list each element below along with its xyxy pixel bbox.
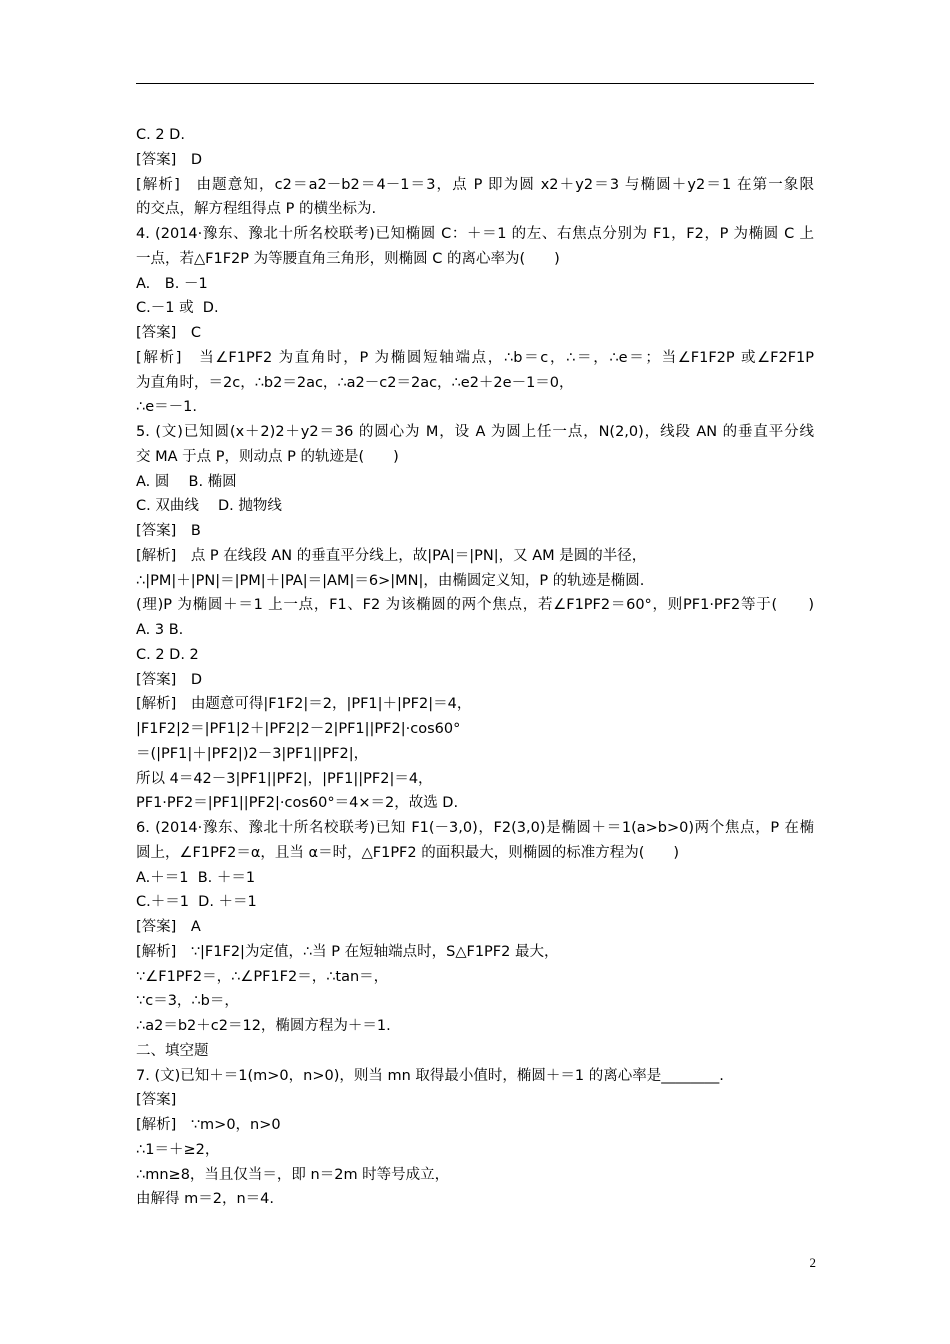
text-line: ∵∠F1PF2＝，∴∠PF1F2＝，∴tan＝，	[136, 968, 389, 985]
text-line: C.－1 或 D.	[136, 300, 219, 317]
text-line: ∴mn≥8，当且仅当＝，即 n＝2m 时等号成立，	[136, 1166, 450, 1183]
text-line: ∴|PM|＋|PN|＝|PM|＋|PA|＝|AM|＝6>|MN|，由椭圆定义知，P 的轨迹是椭圆.	[136, 572, 645, 589]
header-rule	[136, 83, 814, 84]
text-line: 6. (2014·豫东、豫北十所名校联考)已知 F1(－3,0)，F2(3,0)是椭圆＋＝1(a>b>0)两个焦点，P 在椭	[136, 820, 814, 836]
text-line: 二、填空题	[136, 1042, 209, 1059]
text-line: 交 MA 于点 P，则动点 P 的轨迹是( )	[136, 448, 399, 465]
text-line: C. 双曲线 D. 抛物线	[136, 498, 282, 515]
text-line: 由解得 m＝2，n＝4.	[136, 1191, 274, 1208]
text-line: C. 2 D. 2	[136, 646, 199, 663]
page-number: 2	[809, 1255, 816, 1270]
text-line: C. 2 D.	[136, 127, 185, 143]
text-line: [解析] 由题意可得|F1F2|＝2，|PF1|＋|PF2|＝4，	[136, 696, 472, 713]
text-line: A.＋＝1 B. ＋＝1	[136, 869, 256, 886]
text-line: 5. (文)已知圆(x＋2)2＋y2＝36 的圆心为 M，设 A 为圆上任一点，N(2,0)，线段 AN 的垂直平分线	[136, 424, 814, 440]
text-line: [答案] B	[136, 523, 201, 539]
text-line: ∴e＝－1.	[136, 399, 197, 416]
text-line: 为直角时，＝2c，∴b2＝2ac，∴a2－c2＝2ac，∴e2＋2e－1＝0，	[136, 374, 574, 391]
text-line: A. B. －1	[136, 275, 208, 292]
text-line: [解析] ∵|F1F2|为定值，∴当 P 在短轴端点时，S△F1PF2 最大，	[136, 943, 559, 960]
text-line: [答案] A	[136, 919, 201, 935]
text-line: 所以 4＝42－3|PF1||PF2|，|PF1||PF2|＝4，	[136, 770, 433, 787]
text-line: ∵c＝3，∴b＝，	[136, 993, 239, 1010]
text-line: 4. (2014·豫东、豫北十所名校联考)已知椭圆 C：＋＝1 的左、右焦点分别为 F1，F2，P 为椭圆 C 上	[136, 226, 814, 242]
text-line: [答案] C	[136, 325, 201, 341]
text-line: ∴a2＝b2＋c2＝12，椭圆方程为＋＝1.	[136, 1018, 391, 1034]
text-line: (理)P 为椭圆＋＝1 上一点，F1、F2 为该椭圆的两个焦点，若∠F1PF2＝60°，则PF1·PF2等于( )	[136, 597, 814, 614]
text-line: [答案] D	[136, 671, 202, 688]
text-line: 的交点，解方程组得点 P 的横坐标为.	[136, 201, 377, 218]
text-line: A. 圆 B. 椭圆	[136, 473, 237, 490]
text-line: PF1·PF2＝|PF1||PF2|·cos60°＝4×＝2，故选 D.	[136, 795, 459, 812]
text-line: C.＋＝1 D. ＋＝1	[136, 894, 257, 911]
text-line: A. 3 B.	[136, 622, 184, 638]
text-line: [解析] ∵m>0，n>0	[136, 1117, 281, 1133]
text-line: [解析] 点 P 在线段 AN 的垂直平分线上，故|PA|＝|PN|，又 AM 是圆的半径，	[136, 547, 647, 564]
text-line: 7. (文)已知＋＝1(m>0，n>0)，则当 mn 取得最小值时，椭圆＋＝1 的离心率是________.	[136, 1067, 724, 1084]
text-line: ∴1＝＋≥2，	[136, 1141, 220, 1158]
text-line: [解析] 由题意知，c2＝a2－b2＝4－1＝3，点 P 即为圆 x2＋y2＝3 与椭圆＋y2＝1 在第一象限	[136, 176, 814, 193]
text-line: 圆上，∠F1PF2＝α，且当 α＝时，△F1PF2 的面积最大，则椭圆的标准方程为( )	[136, 844, 680, 861]
page-content	[136, 123, 814, 1212]
text-line: 一点，若△F1F2P 为等腰直角三角形，则椭圆 C 的离心率为( )	[136, 250, 560, 267]
text-line: ＝(|PF1|＋|PF2|)2－3|PF1||PF2|，	[136, 745, 369, 762]
text-line: [答案]	[136, 1092, 177, 1109]
text-line: |F1F2|2＝|PF1|2＋|PF2|2－2|PF1||PF2|·cos60°	[136, 721, 461, 737]
text-line: [解析] 当∠F1PF2 为直角时，P 为椭圆短轴端点，∴b＝c，∴＝，∴e＝；当∠F1F2P 或∠F2F1P	[136, 349, 814, 366]
text-line: [答案] D	[136, 151, 202, 168]
